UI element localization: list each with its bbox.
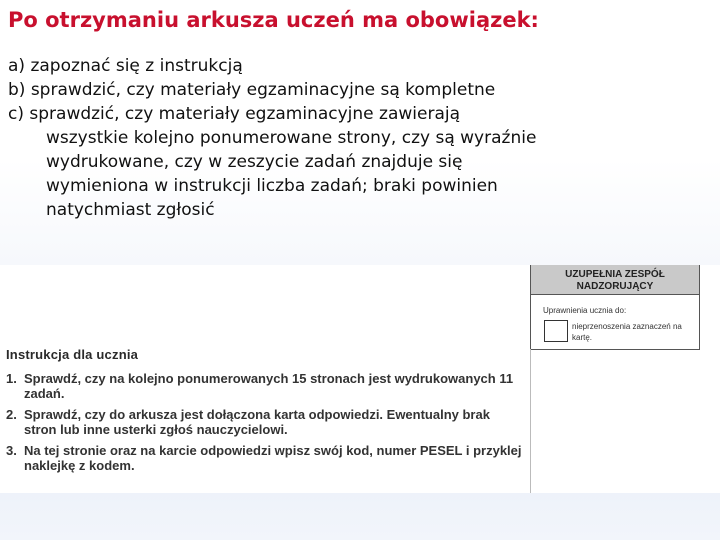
panel-divider	[530, 349, 531, 493]
supervisor-header-line-1: UZUPEŁNIA ZESPÓŁ	[565, 269, 665, 280]
obligation-c-line-1: c) sprawdzić, czy materiały egzaminacyjne zawierają	[8, 104, 461, 124]
obligation-c-line-2: wszystkie kolejno ponumerowane strony, czy są wyraźnie	[46, 128, 537, 148]
instruction-number: 2.	[6, 407, 17, 422]
obligation-c-line-3: wydrukowane, czy w zeszycie zadań znajduje się	[46, 152, 463, 172]
slide-text-area	[0, 0, 720, 265]
instruction-title: Instrukcja dla ucznia	[6, 347, 139, 362]
obligation-c-line-5: natychmiast zgłosić	[46, 200, 215, 220]
instruction-item-2	[6, 407, 526, 437]
instruction-item-3	[6, 443, 526, 473]
obligation-b-text: b) sprawdzić, czy materiały egzaminacyjne są kompletne	[8, 80, 496, 100]
supervisor-header-line-2: NADZORUJĄCY	[576, 281, 654, 292]
supervisor-box	[530, 265, 700, 350]
supervisor-panel	[530, 265, 720, 493]
supervisor-header	[531, 265, 699, 295]
obligation-item-a	[8, 54, 708, 78]
instruction-text: Sprawdź, czy do arkusza jest dołączona karta odpowiedzi. Ewentualny brak stron lub inne usterki zgłoś nauczycielowi.	[24, 407, 490, 437]
instruction-number: 3.	[6, 443, 17, 458]
slide-title: Po otrzymaniu arkusza uczeń ma obowiązek:	[8, 8, 539, 32]
instruction-number: 1.	[6, 371, 17, 386]
permission-note: nieprzenoszenia zaznaczeń na kartę.	[572, 322, 682, 342]
obligations-list	[8, 54, 708, 222]
instruction-item-1	[6, 371, 526, 401]
exam-sheet-scan	[0, 265, 530, 493]
instruction-text: Sprawdź, czy na kolejno ponumerowanych 15 stronach jest wydrukowanych 11 zadań.	[24, 371, 514, 401]
permission-checkbox[interactable]	[544, 320, 568, 342]
instruction-list	[6, 371, 526, 479]
instruction-text: Na tej stronie oraz na karcie odpowiedzi wpisz swój kod, numer PESEL i przyklej naklejkę z kodem.	[24, 443, 522, 473]
obligation-c-line-4: wymieniona w instrukcji liczba zadań; braki powinien	[46, 176, 498, 196]
permissions-label: Uprawnienia ucznia do:	[543, 306, 627, 315]
obligation-a-text: a) zapoznać się z instrukcją	[8, 56, 243, 76]
obligation-item-c	[8, 102, 708, 222]
obligation-item-b	[8, 78, 708, 102]
